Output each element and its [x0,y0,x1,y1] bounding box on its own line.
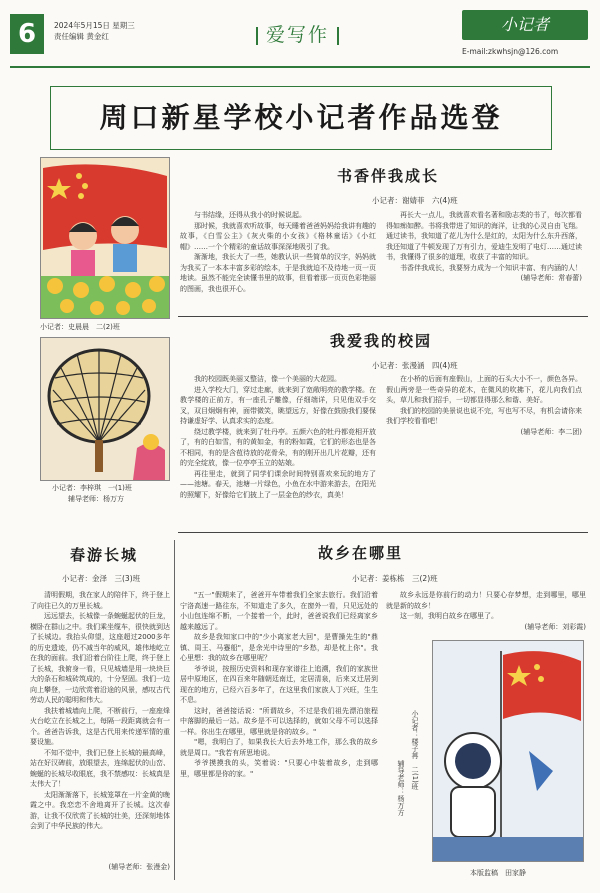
article-title-hometown: 故乡在哪里 [318,544,404,562]
paragraph: 书香伴我成长，我要努力成为一个知识丰富、有内涵的人！ [400,263,582,272]
section-title [248,20,347,47]
article-body-reading-col2 [386,210,582,283]
column-divider [174,540,175,880]
brand-logo: 小记者 [462,10,588,40]
issue-meta [54,20,135,42]
paragraph: 与书结缘，还得从我小的时候说起。 [194,211,306,219]
article-body-hometown-col1 [180,590,378,882]
separator [178,316,588,317]
paragraph: 进入学校大门，穿过走廊，就来到了宽敞明亮的教学楼。在教学楼的正前方，有一座孔子雕像，仔细端详，只见他双手交叉，双目炯炯有神，面带微笑，眺望远方，好像在鼓励我们要保持谦虚好学、认真求实的态度。 [180,385,376,425]
article-title-greatwall: 春游长城 [70,546,139,564]
paragraph: 在小桥的后面有座假山，上面的石头大小不一，颜色各异。假山两旁是一些奇异的花木，在微风的吹拂下，花儿向我们点头，草儿和我们招手，一切都显得那么和谐、美好。 [386,375,582,404]
page-number: 6 [10,14,44,54]
page-credit: 本版监稿 田家静 [470,869,526,877]
divider-left [256,27,258,45]
article-title-reading: 书香伴我成长 [337,167,440,185]
artwork-girls-flag [40,157,170,319]
artwork-3-teacher [396,760,406,860]
article-body-campus-col2 [386,374,582,437]
article-body-greatwall [30,590,170,860]
header-rule [10,66,590,68]
paragraph: 远远望去，长城像一条蜿蜒起伏的巨龙，横卧在群山之中。我们乘坐缆车，很快就到达了长城边。我抬头仰望，这座超过2000多年的历史遗迹，仍不减当年的威风，雄伟地屹立在我的面前。我们沿着台阶往上爬，终于登上了长城，我俯身一看，只见城墙是用一块块巨大的条石和城砖筑成的，十分坚固。我们一边向上攀登，一边欣赏着沿途的风景，感叹古代劳动人民的聪明和伟大。 [30,612,170,704]
artwork-astronaut-drawing [433,641,583,861]
article-title-campus: 我爱我的校园 [330,332,433,350]
paragraph: 故乡是我知家口中的"少小离家老大回"，是曹操先生的"鼎镇、周王、马蹇船"，是余光中诗里的"乡愁，却是枕上你"。我心里想：我的故乡在哪里呢？ [180,633,378,662]
article-body-reading-col1 [180,210,376,294]
paragraph: 爷爷说，按照历史资料和现存家谱往上追溯，我们的家族世居中原地区，在四百来年随朝廷南迁，定居清泉，后来又迁居到现在的地方，已经六百多年了，在这里我们家族人丁兴旺，生生不息。 [180,664,378,704]
paragraph: "嗯，我明白了，如果我长大后去外地工作，那么我的故乡就是周口。"我若有所思地说。 [180,738,378,757]
paragraph: 那时候，我就喜欢听故事，每天睡着爸爸妈妈给我讲有趣的故事，《白雪公主》《灰火柴的小女孩》《格林童话》《小红帽》……一个个精彩的童话故事深深地吸引了我。 [180,221,376,251]
artwork-2-teacher: 辅导老师：杨万方 [68,495,124,503]
section-label: 爱写作 [266,24,330,46]
artwork-3-caption [410,710,420,860]
article-byline-hometown: 小记者：姜栋栋 三(2)班 [352,574,438,583]
paragraph: 再往里走，就到了同学们课余时间特别喜欢来玩的地方了——池塘。春天，池塘一片绿色，小鱼在水中游来游去，在阳光的照耀下，好像给它们披上了一层金色的纱衣，真美！ [180,469,376,499]
divider-right [337,27,339,45]
article-teacher-greatwall: (辅导老师：张漫金) [108,863,170,871]
editor-credit: 责任编辑 黄金红 [54,32,109,41]
artwork-1-caption: 小记者：史晨晨 二(2)班 [40,323,120,331]
artwork-3-caption-teacher: 辅导老师：杨万方 [397,760,405,816]
paragraph: 我的校园既美丽又整洁，像一个美丽的大花园。 [194,375,341,383]
separator [178,532,588,533]
article-byline-greatwall: 小记者：金泽 三(3)班 [62,574,141,583]
paragraph: 渐渐地，我长大了一些，她教认识一些简单的汉字，妈妈就为我买了一本本丰富多彩的绘本，于是我就迫不及待地一页一页地读。虽然不能完全读懂书里的故事，但看着那一页页色彩艳丽的图画，我也很开心。 [180,253,376,293]
paragraph: 太阳渐渐落下，长城笼罩在一片金黄的晚霞之中。我恋恋不舍地离开了长城。这次春游，让我不仅欣赏了长城的壮美，还深刻地体会到了中华民族的伟大。 [30,790,170,830]
article-byline-campus: 小记者：张漫涵 四(4)班 [372,361,458,370]
paragraph: 这一刻，我明白故乡在哪里了。 [400,612,498,620]
artwork-fan-drawing [41,338,169,480]
paragraph: 再长大一点儿，我就喜欢看名著和励志类的书了，每次都看得如痴如醉。书将我带进了知识的海洋，让我的心灵自由飞翔。通过读书，我知道了花儿为什么是红的，太阳为什么东升西落，我还知道了牛顿发现了万有引力，爱迪生发明了电灯……通过读书，我懂得了很多的道理，收获了丰富的知识。 [386,211,582,261]
article-teacher-hometown: (辅导老师：刘彩霞) [524,622,586,631]
artwork-3-caption-student: 小记者：楼子苒 二(1)班 [411,710,419,790]
article-body-hometown-col2 [386,590,586,632]
artwork-girls-flag-drawing [41,158,169,318]
paragraph: 这时，爸爸接话说："所谓故乡，不过是我们祖先漂泊旅程中落脚的最后一站。故乡是不可以选择的，就如父母不可以选择一样。你出生在哪里，哪里就是你的故乡。" [180,706,378,736]
article-teacher-reading: (辅导老师：常春蕾) [520,274,582,282]
paragraph: 不知不觉中，我们已登上长城的最高峰，站在好汉碑前，放眼望去，连绵起伏的山峦、蜿蜒的长城尽收眼底，我不禁感叹：长城真是太伟大了！ [30,748,170,788]
paragraph: 绕过教学楼，就来到了牡丹亭。五颜六色的牡丹都竞相开放了，有的白如雪，有的黄如金，有的粉如霞，它们的形态也是各不相同，有的是含苞待放的花骨朵，有的刚开出几片花瓣，还有的完全绽放，像一位亭亭玉立的姑娘。 [180,427,376,467]
paragraph: 爷爷摸摸我的头，笑着说："只要心中装着故乡，走到哪里，哪里都是你的家。" [180,759,378,778]
artwork-2-caption: 小记者：李梓琪 一(1)班 [52,484,132,492]
paragraph: 我扶着城墙向上爬，不断前行，一座座烽火台屹立在长城之上，每隔一段距离就会有一个。爸爸告诉我，这是古代用来传递军情的重要设施。 [30,706,170,746]
paragraph: 我们的校园的美景说也说不完，写也写不尽，有机会请你来我们学校看看吧！ [386,406,582,425]
page-headline: 周口新星学校小记者作品选登 [50,86,552,150]
artwork-astronaut [432,640,584,862]
issue-date: 2024年5月15日 星期三 [54,21,135,30]
artwork-fan [40,337,170,481]
article-teacher-campus: (辅导老师：李二团) [520,427,582,436]
article-body-campus-col1 [180,374,376,524]
paragraph: "五一"假期来了，爸爸开车带着我们全家去旅行。我们沿着宁洛高速一路往东，不知道走了多久，在窗外一看，只见远处的小山包连绵不断，一个接着一个，此时，爸爸说我们已经离家乡越来越远了。 [180,591,378,631]
paragraph: 清明假期，我在家人的陪伴下，终于登上了向往已久的万里长城。 [30,591,170,610]
contact-email: E-mail:zkwhsjn@126.com [462,47,559,56]
article-byline-reading: 小记者：谢婧菲 六(4)班 [372,196,458,205]
paragraph: 故乡永远是你前行的动力！只要心存梦想，走到哪里，哪里就是新的故乡！ [386,591,586,610]
